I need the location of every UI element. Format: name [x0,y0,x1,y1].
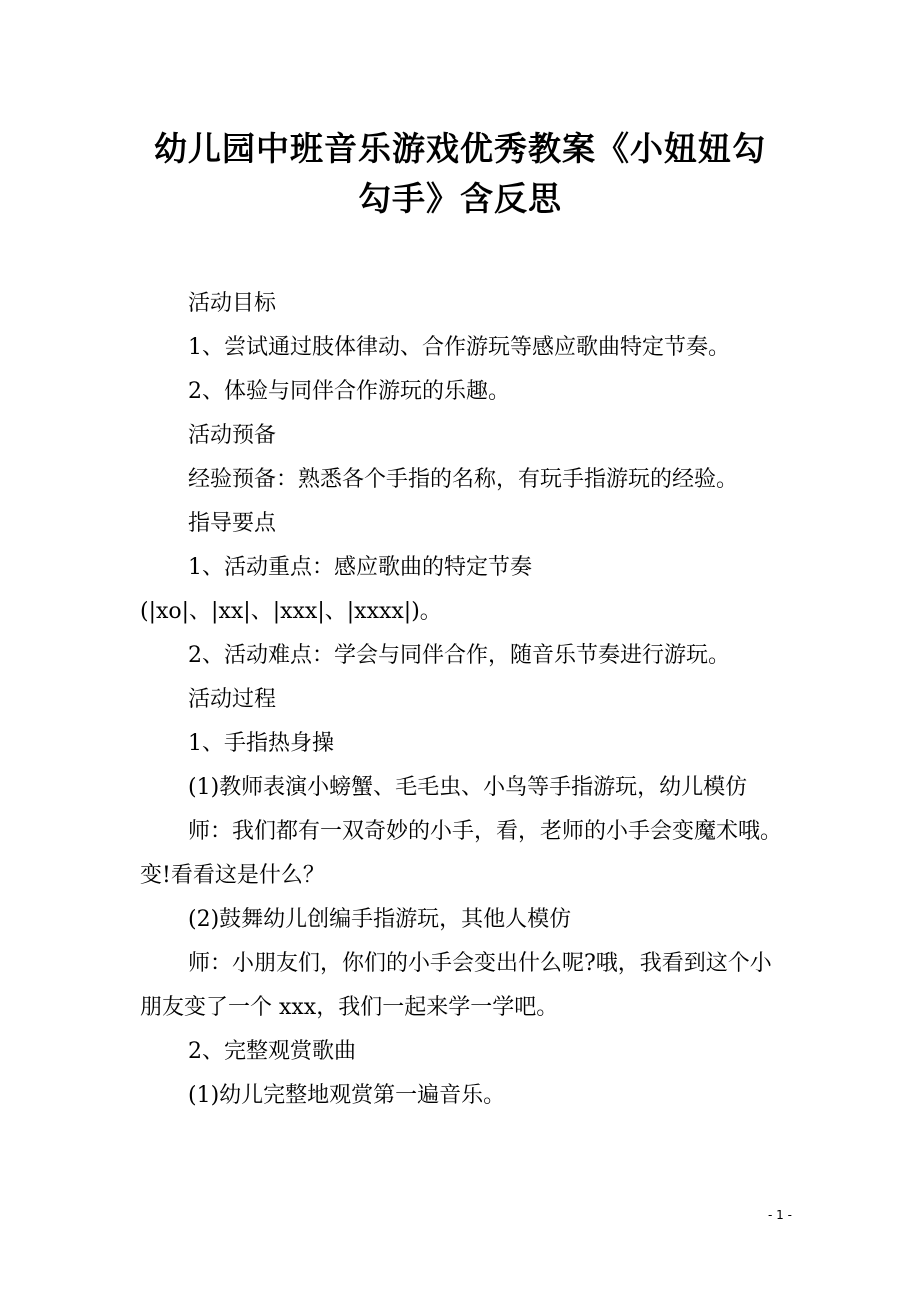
heading-guidance-points: 指导要点 [188,511,277,536]
heading-activity-preparation: 活动预备 [188,423,277,448]
goal-1: 1、尝试通过肢体律动、合作游玩等感应歌曲特定节奏。 [188,335,730,360]
process-step-1-1: (1)教师表演小螃蟹、毛毛虫、小鸟等手指游玩，幼儿模仿 [188,775,748,800]
guidance-key-point: 1、活动重点：感应歌曲的特定节奏 [188,555,532,580]
preparation-experience: 经验预备：熟悉各个手指的名称，有玩手指游玩的经验。 [188,467,739,492]
page-number: - 1 - [768,1208,792,1222]
heading-activity-goals: 活动目标 [188,291,277,316]
process-step-2: 2、完整观赏歌曲 [188,1039,356,1064]
goal-2: 2、体验与同伴合作游玩的乐趣。 [188,379,510,404]
document-title [140,124,780,224]
guidance-rhythm-pattern: (|xo|、|xx|、|xxx|、|xxxx|)。 [140,599,442,624]
guidance-difficult-point: 2、活动难点：学会与同伴合作，随音乐节奏进行游玩。 [188,643,730,668]
process-step-2-1: (1)幼儿完整地观赏第一遍音乐。 [188,1083,506,1108]
teacher-dialogue-1: 师：我们都有一双奇妙的小手，看，老师的小手会变魔术哦。变!看看这是什么？ [140,819,783,888]
title-line-1: 幼儿园中班音乐游戏优秀教案《小妞妞勾 [154,129,766,168]
process-step-1-2: (2)鼓舞幼儿创编手指游玩，其他人模仿 [188,907,572,932]
title-line-2: 勾手》含反思 [358,179,562,218]
teacher-dialogue-2: 师：小朋友们，你们的小手会变出什么呢?哦，我看到这个小朋友变了一个 xxx，我们一起来学一学吧。 [140,951,772,1020]
heading-activity-process: 活动过程 [188,687,277,712]
process-step-1: 1、手指热身操 [188,731,334,756]
document-body [140,282,785,1118]
